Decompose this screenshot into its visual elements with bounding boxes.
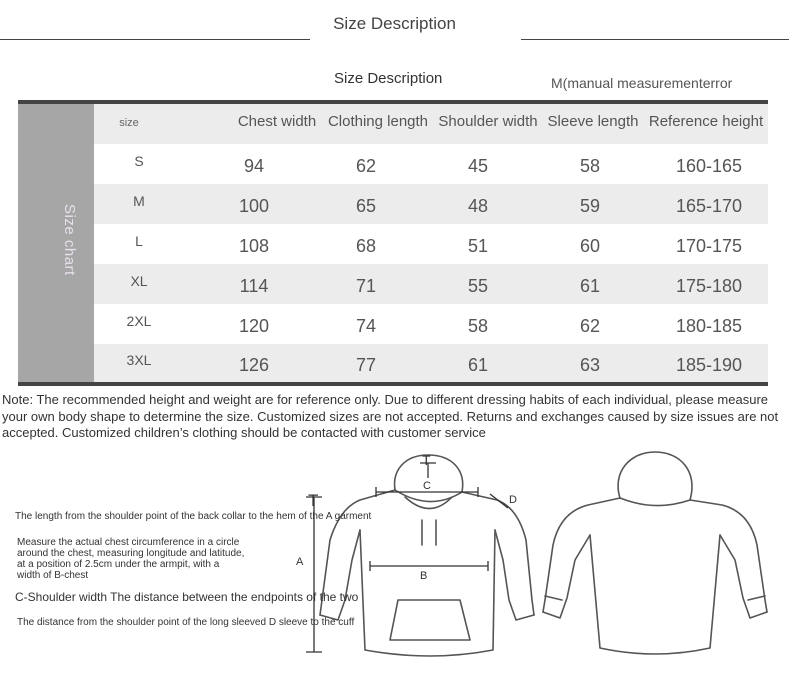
size-cell: S — [134, 153, 144, 169]
measurement-c-description: C-Shoulder width The distance between the endpoints of the two — [15, 590, 359, 604]
measurement-d-description: The distance from the shoulder point of the long sleeved D sleeve to the cuff — [17, 617, 355, 628]
dimension-b-chest — [370, 561, 488, 571]
label-t-top: T — [422, 452, 431, 468]
sleeve-length-cell: 60 — [579, 236, 601, 256]
clothing-length-cell: 62 — [355, 156, 377, 176]
clothing-length-cell: 74 — [355, 316, 377, 336]
sleeve-length-cell: 62 — [579, 316, 601, 336]
table-title: Size Description — [334, 70, 443, 87]
reference-height-cell: 170-175 — [675, 236, 743, 256]
clothing-length-cell: 71 — [355, 276, 377, 296]
measurement-error-note: M(manual measurementerror — [551, 75, 733, 91]
shoulder-width-cell: 61 — [467, 355, 489, 375]
measurement-b-description: Measure the actual chest circumference in a circle around the chest, measuring longitude and latitude, at a position of 2.5cm under the armpit, with a width of B-chest — [17, 537, 245, 581]
clothing-length-cell: 65 — [355, 196, 377, 216]
size-cell: XL — [130, 273, 148, 289]
chest-width-cell: 108 — [238, 236, 270, 256]
page-title: Size Description — [333, 14, 456, 33]
shoulder-width-cell: 51 — [467, 236, 489, 256]
label-t-left: T — [308, 491, 319, 510]
reference-height-cell: 165-170 — [675, 196, 743, 216]
chest-width-cell: 94 — [243, 156, 265, 176]
shoulder-width-cell: 55 — [467, 276, 489, 296]
sleeve-length-cell: 63 — [579, 355, 601, 375]
reference-height-cell: 175-180 — [675, 276, 743, 296]
measurement-a-description: The length from the shoulder point of the back collar to the hem of the A garment — [15, 511, 372, 522]
reference-height-cell: 160-165 — [675, 156, 743, 176]
sleeve-length-cell: 59 — [579, 196, 601, 216]
size-cell: 3XL — [126, 352, 152, 368]
clothing-length-cell: 68 — [355, 236, 377, 256]
label-d: D — [509, 494, 517, 506]
sleeve-length-cell: 58 — [579, 156, 601, 176]
column-header-sleeve-length: Sleeve length — [547, 113, 639, 130]
size-cell: 2XL — [126, 313, 152, 329]
shoulder-width-cell: 58 — [467, 316, 489, 336]
shoulder-width-cell: 45 — [467, 156, 489, 176]
reference-height-cell: 180-185 — [675, 316, 743, 336]
sleeve-length-cell: 61 — [579, 276, 601, 296]
label-c: C — [423, 480, 431, 492]
size-cell: L — [135, 233, 143, 249]
size-cell: M — [133, 193, 145, 209]
chest-width-cell: 100 — [238, 196, 270, 216]
dimension-d-sleeve — [490, 494, 508, 508]
column-header-reference-height: Reference height — [648, 113, 764, 130]
label-a: A — [296, 556, 304, 568]
label-b: B — [420, 570, 428, 582]
size-note: Note: The recommended height and weight are for reference only. Due to different dressing habits of each individual, please measure your own body shape to determine the size. Customized sizes are not accepted. Returns and exchanges caused by size issues are not accepted. Customized children’s clothing should be contacted with customer service — [2, 392, 779, 440]
reference-height-cell: 185-190 — [675, 355, 743, 375]
clothing-length-cell: 77 — [355, 355, 377, 375]
column-header-chest-width: Chest width — [237, 113, 317, 130]
size-chart-label: Size chart — [61, 204, 78, 276]
column-header-size: size — [119, 117, 139, 129]
column-header-clothing-length: Clothing length — [327, 113, 429, 130]
chest-width-cell: 126 — [238, 355, 270, 375]
column-header-shoulder-width: Shoulder width — [438, 113, 538, 130]
chest-width-cell: 120 — [238, 316, 270, 336]
shoulder-width-cell: 48 — [467, 196, 489, 216]
hoodie-back-icon — [543, 452, 767, 654]
chest-width-cell: 114 — [239, 276, 269, 296]
